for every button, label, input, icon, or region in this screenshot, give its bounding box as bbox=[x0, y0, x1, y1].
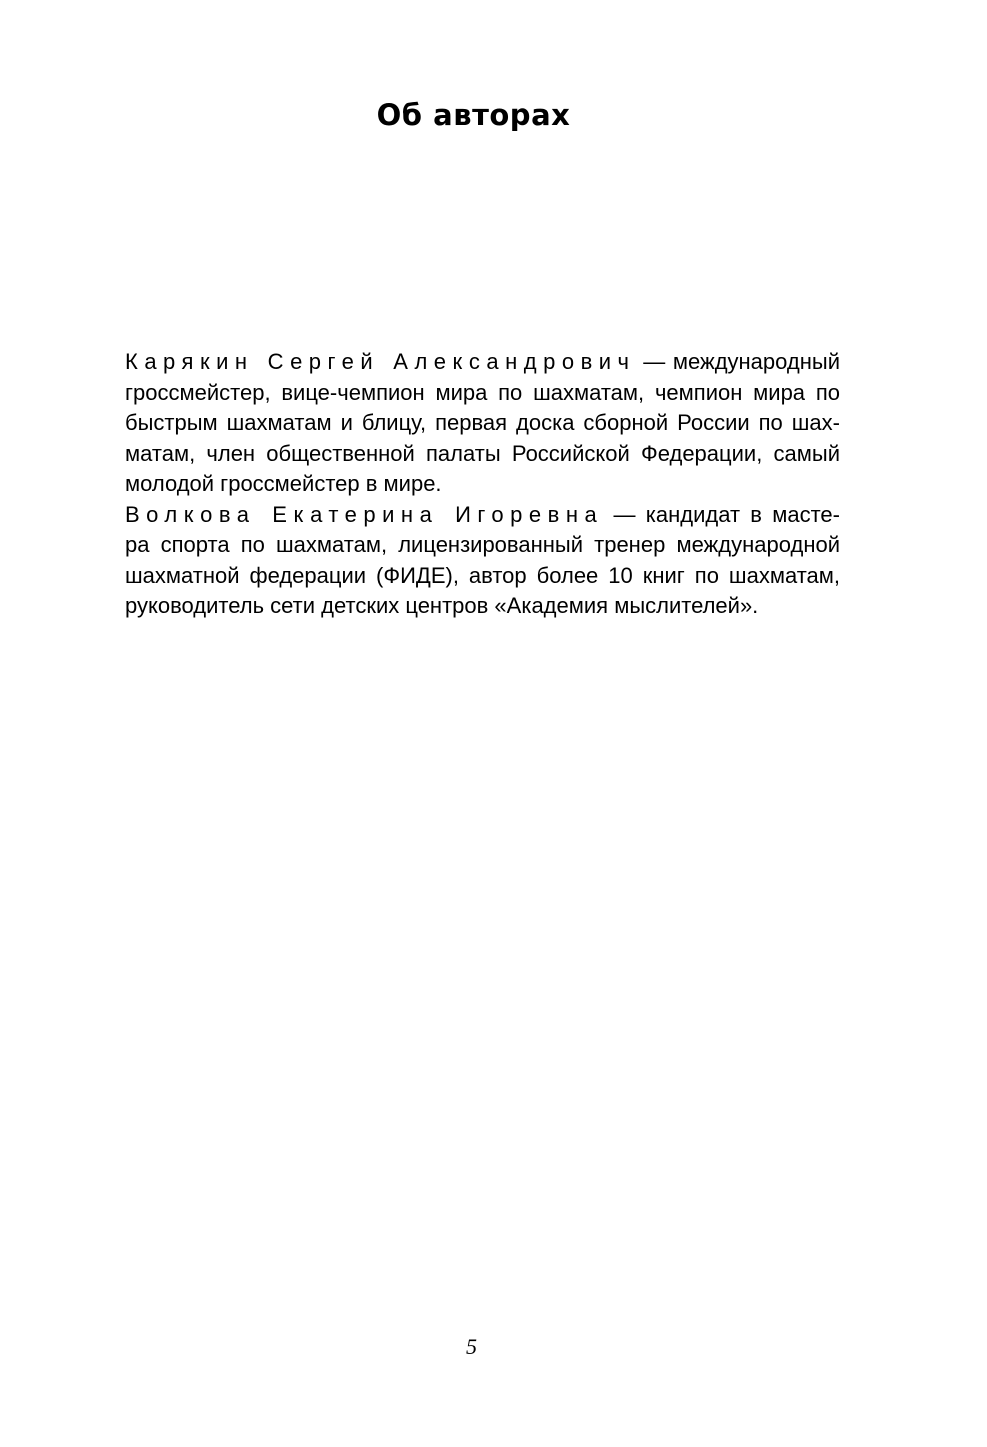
author-name: Карякин Сергей Александрович bbox=[125, 349, 636, 374]
text-line: ра спорта по шахматам, лицензированный тренер международной bbox=[125, 532, 840, 557]
text-line: шахматной федерации (ФИДЕ), автор более 10 книг по шахматам, bbox=[125, 562, 840, 588]
author-paragraph-volkova bbox=[95, 500, 840, 622]
author-description-start: — кандидат в масте- bbox=[603, 501, 840, 527]
text-line: гроссмейстер, вице-чемпион мира по шахматам, чемпион мира по bbox=[125, 379, 840, 405]
text-line: молодой гроссмейстер в мире. bbox=[125, 471, 442, 496]
author-description-start: — международный bbox=[635, 349, 840, 374]
text-line: руководитель сети детских центров «Академия мыслителей». bbox=[125, 593, 759, 618]
author-paragraph-karyakin bbox=[95, 347, 840, 500]
text-line: матам, член общественной палаты Российской Федерации, самый bbox=[125, 440, 840, 466]
page-number: 5 bbox=[466, 1334, 477, 1359]
authors-section bbox=[95, 347, 840, 622]
page-title: Об авторах bbox=[376, 98, 571, 132]
text-line: быстрым шахматам и блицу, первая доска сборной России по шах- bbox=[125, 410, 840, 435]
text-line bbox=[95, 500, 840, 531]
author-name: Волкова Екатерина Игоревна bbox=[125, 501, 604, 527]
text-line bbox=[95, 347, 840, 378]
